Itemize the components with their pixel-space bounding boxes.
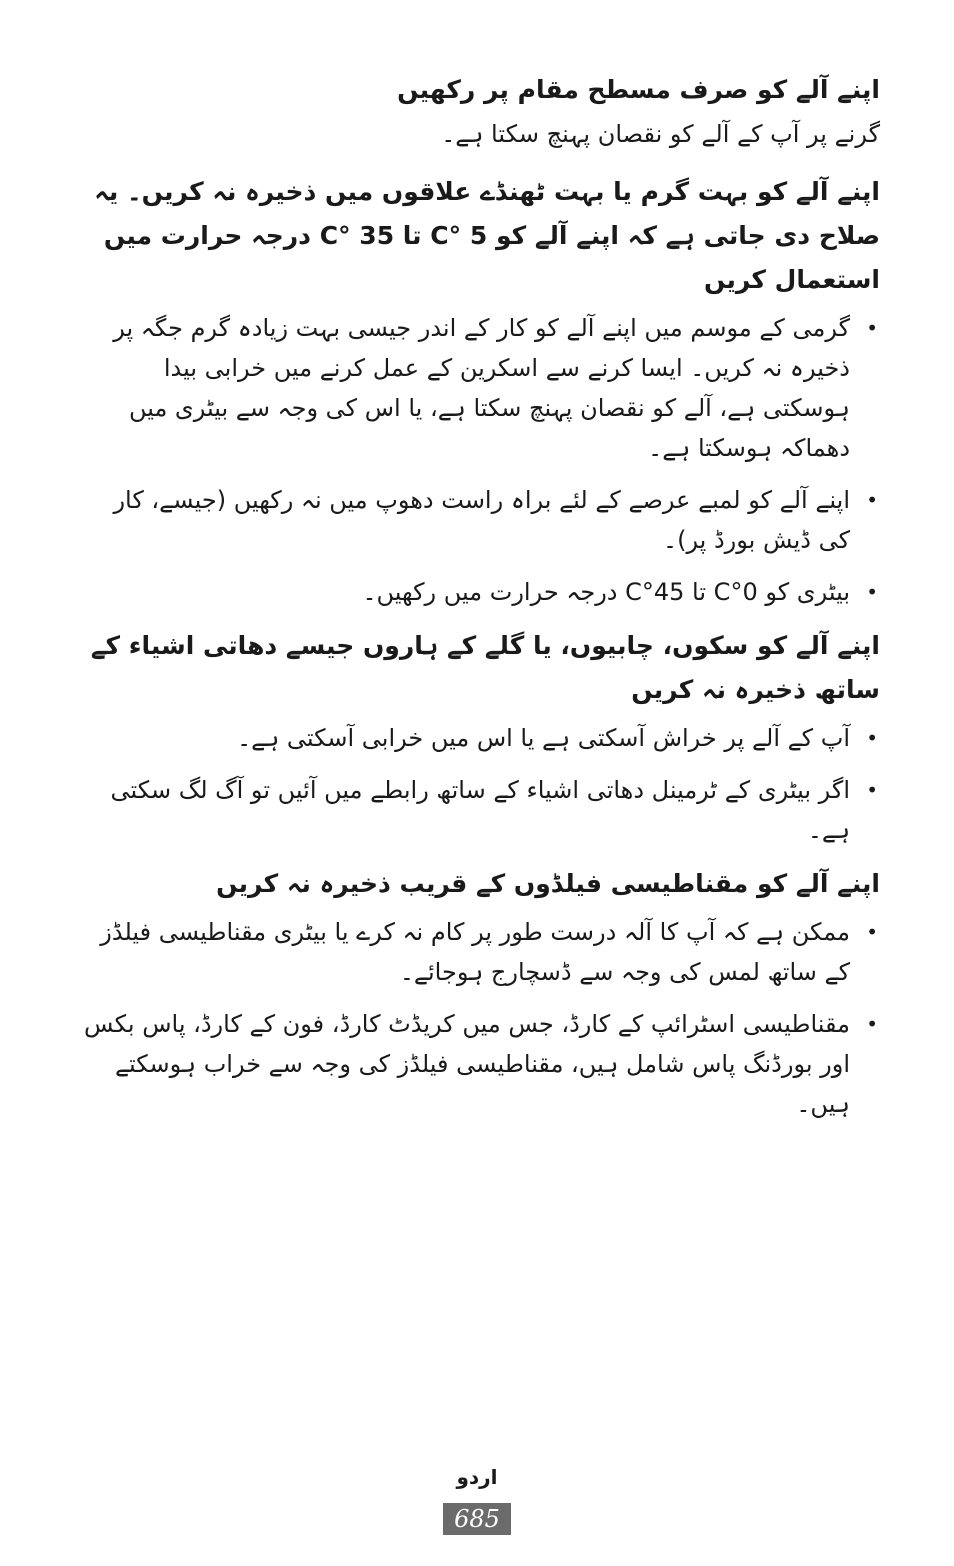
section-magnetic-fields — [78, 862, 880, 1124]
bullet-icon: • — [866, 488, 878, 512]
list-item: • بیٹری کو 0°C تا 45°C درجہ حرارت میں رکھیں۔ — [78, 572, 880, 612]
section-heading: اپنے آلے کو سکوں، چابیوں، یا گلے کے ہاروں جیسے دھاتی اشیاء کے ساتھ ذخیرہ نہ کریں — [90, 631, 880, 704]
bullet-list — [78, 308, 880, 612]
section-heading: اپنے آلے کو صرف مسطح مقام پر رکھیں — [397, 75, 880, 104]
footer-language: اردو — [456, 1465, 498, 1489]
list-item: • مقناطیسی اسٹرائپ کے کارڈ، جس میں کریڈٹ کارڈ، فون کے کارڈ، پاس بکس اور بورڈنگ پاس شامل ہیں، مقناطیسی فیلڈز کی وجہ سے خراب ہوسکتے ہیں۔ — [78, 1004, 880, 1124]
bullet-icon: • — [866, 316, 878, 340]
section-metal-objects — [78, 624, 880, 850]
list-item: • آپ کے آلے پر خراش آسکتی ہے یا اس میں خرابی آسکتی ہے۔ — [78, 718, 880, 758]
section-paragraph: گرنے پر آپ کے آلے کو نقصان پہنچ سکتا ہے۔ — [441, 120, 880, 148]
section-heading: اپنے آلے کو بہت گرم یا بہت ٹھنڈے علاقوں میں ذخیرہ نہ کریں۔ یہ صلاح دی جاتی ہے کہ اپنے آلے کو 5 °C تا 35 °C درجہ حرارت میں استعمال کریں — [94, 177, 880, 294]
bullet-icon: • — [866, 1012, 878, 1036]
bullet-list — [78, 718, 880, 850]
section-heading: اپنے آلے کو مقناطیسی فیلڈوں کے قریب ذخیرہ نہ کریں — [216, 869, 880, 898]
bullet-icon: • — [866, 580, 878, 604]
bullet-list — [78, 912, 880, 1124]
list-item: • اپنے آلے کو لمبے عرصے کے لئے براہ راست دھوپ میں نہ رکھیں (جیسے، کار کی ڈیش بورڈ پر)۔ — [78, 480, 880, 560]
list-item: • اگر بیٹری کے ٹرمینل دھاتی اشیاء کے ساتھ رابطے میں آئیں تو آگ لگ سکتی ہے۔ — [78, 770, 880, 850]
section-temperature — [78, 170, 880, 612]
bullet-icon: • — [866, 778, 878, 802]
bullet-icon: • — [866, 726, 878, 750]
list-item: • گرمی کے موسم میں اپنے آلے کو کار کے اندر جیسی بہت زیادہ گرم جگہ پر ذخیرہ نہ کریں۔ ایسا کرنے سے اسکرین کے عمل کرنے میں خرابی بیدا ہوسکتی ہے، آلے کو نقصان پہنچ سکتا ہے، یا اس کی وجہ سے بیٹری میں دھماکہ ہوسکتا ہے۔ — [78, 308, 880, 468]
document-body — [78, 68, 880, 1136]
section-flat-surface — [78, 68, 880, 156]
list-item: • ممکن ہے کہ آپ کا آلہ درست طور پر کام نہ کرے یا بیٹری مقناطیسی فیلڈز کے ساتھ لمس کی وجہ سے ڈسچارج ہوجائے۔ — [78, 912, 880, 992]
page-number: 685 — [443, 1503, 511, 1535]
bullet-icon: • — [866, 920, 878, 944]
